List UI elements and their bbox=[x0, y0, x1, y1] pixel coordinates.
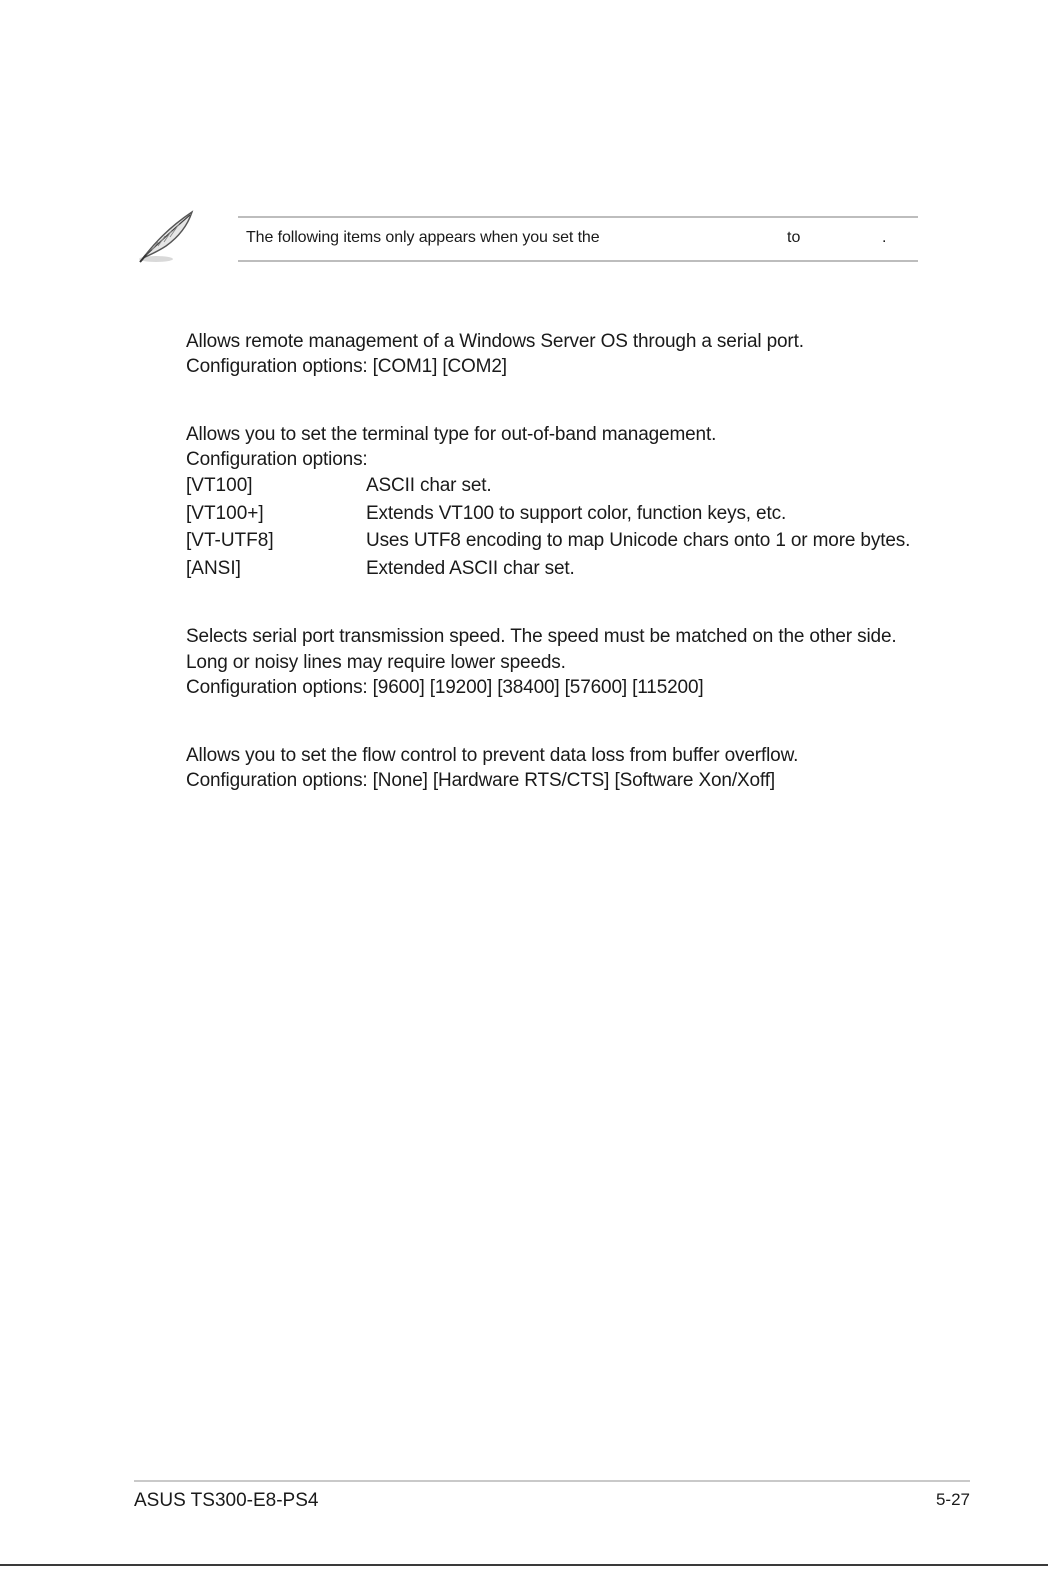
terminal-option-key: [VT100] bbox=[186, 475, 253, 496]
port-description: Allows remote management of a Windows Server OS through a serial port. bbox=[186, 331, 804, 352]
note-top-rule bbox=[238, 216, 918, 218]
footer-product-name: ASUS TS300-E8-PS4 bbox=[134, 1490, 319, 1511]
feather-quill-icon bbox=[136, 206, 198, 268]
terminal-description: Allows you to set the terminal type for out-of-band management. bbox=[186, 424, 717, 445]
baud-description: Selects serial port transmission speed. The speed must be matched on the other side. bbox=[186, 626, 897, 647]
footer-page-number: 5-27 bbox=[935, 1490, 970, 1509]
baud-options: Configuration options: [9600] [19200] [38400] [57600] [115200] bbox=[186, 677, 704, 698]
terminal-option-key: [ANSI] bbox=[186, 558, 241, 579]
baud-note: Long or noisy lines may require lower speeds. bbox=[186, 652, 566, 673]
terminal-option-desc: ASCII char set. bbox=[366, 475, 492, 496]
terminal-option-desc: Extended ASCII char set. bbox=[366, 558, 575, 579]
page-bottom-edge bbox=[0, 1564, 1048, 1566]
terminal-options-label: Configuration options: bbox=[186, 449, 368, 470]
flow-options: Configuration options: [None] [Hardware RTS/CTS] [Software Xon/Xoff] bbox=[186, 770, 775, 791]
note-to-text: to bbox=[787, 229, 801, 246]
terminal-option-desc: Uses UTF8 encoding to map Unicode chars onto 1 or more bytes. bbox=[366, 530, 911, 551]
note-period: . bbox=[882, 229, 887, 246]
port-options: Configuration options: [COM1] [COM2] bbox=[186, 356, 507, 377]
terminal-option-key: [VT-UTF8] bbox=[186, 530, 274, 551]
terminal-option-desc: Extends VT100 to support color, function keys, etc. bbox=[366, 503, 787, 524]
footer-rule bbox=[134, 1480, 970, 1482]
terminal-option-key: [VT100+] bbox=[186, 503, 264, 524]
note-bottom-rule bbox=[238, 260, 918, 262]
flow-description: Allows you to set the flow control to prevent data loss from buffer overflow. bbox=[186, 745, 799, 766]
note-text: The following items only appears when you set the bbox=[246, 229, 600, 246]
